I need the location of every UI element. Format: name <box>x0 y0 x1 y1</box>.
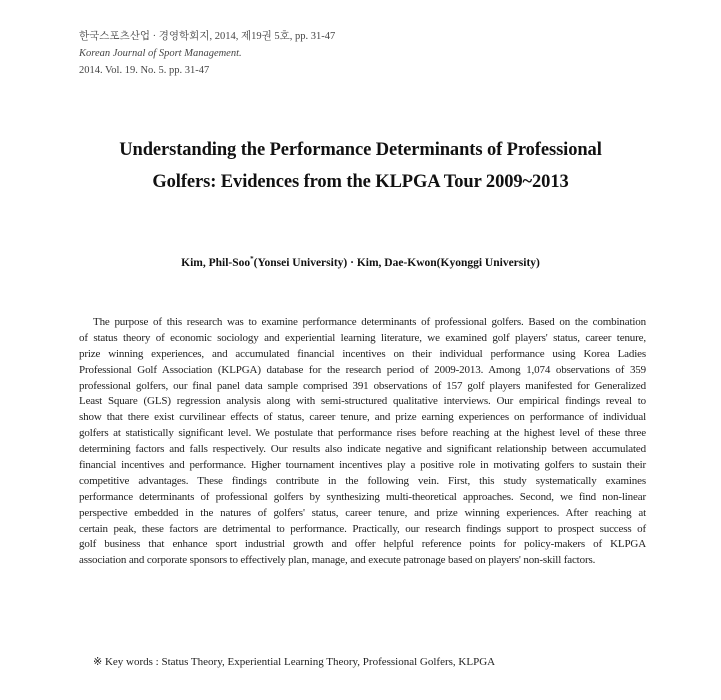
author-line <box>40 257 681 269</box>
abstract-line: The purpose of this research was to examine performance determinants of professional golfers. Based on the combination <box>93 316 646 328</box>
author-1-name: Kim, Phil-Soo <box>181 257 251 269</box>
abstract-line: association and corporate sponsors to effectively plan, manage, and execute patronage based on players' non-skill factors. <box>79 554 596 567</box>
volume-line: 2014. Vol. 19. No. 5. pp. 31-47 <box>79 65 210 76</box>
abstract-line: of status theory of economic sociology and experiential learning literature, we examined golf players' status, career tenure, <box>79 331 646 344</box>
abstract-line: show that there exist curvilinear effects of status, career tenure, and prize earning experiences on performance of individual <box>79 411 646 424</box>
abstract-line: determining factors and falls respectively. Our results also indicate negative and significant relationship between accumulated <box>79 443 646 456</box>
paper-title <box>40 134 681 198</box>
title-line-1: Understanding the Performance Determinants of Professional <box>119 140 602 160</box>
title-line-2: Golfers: Evidences from the KLPGA Tour 2009~2013 <box>152 172 569 192</box>
abstract-line: professional golfers, our final panel data sample comprised 391 observations of 157 golf players manifested for Generalized <box>79 379 646 392</box>
journal-name: Korean Journal of Sport Management. <box>79 48 242 59</box>
abstract-line: Professional Golf Association (KLPGA) database for the research period of 2009-2013. Among 1,074 observations of 359 <box>79 363 646 376</box>
author-separator: · <box>347 257 357 269</box>
abstract-line: perspective embedded in the natures of golfers' status, career tenure, and prize winning experiences. After reaching at <box>79 506 646 519</box>
abstract-line: golfers at statistically significant level. We postulate that performance rises before reaching at the highest level of these three <box>79 427 646 440</box>
abstract <box>79 315 646 569</box>
author-1-affiliation: (Yonsei University) <box>253 257 348 269</box>
abstract-line: certain peak, these factors are detrimental to performance. Practically, our research findings support to prospect success of <box>79 522 646 535</box>
abstract-line: competitive advantages. These findings contribute in the following vein. First, this study systematically examines <box>79 474 646 487</box>
abstract-line: performance determinants of professional golfers by synthesizing multi-theoretical approaches. Second, we find non-linear <box>79 490 646 503</box>
keywords: ※ Key words : Status Theory, Experiential Learning Theory, Professional Golfers, KLPGA <box>93 656 496 668</box>
journal-header <box>79 28 335 79</box>
corresponding-author-mark: * <box>250 255 254 264</box>
abstract-line: prize winning experiences, and accumulated financial incentives on their individual performance using Korea Ladies <box>79 347 646 360</box>
author-2: Kim, Dae-Kwon(Kyonggi University) <box>356 257 540 269</box>
abstract-line: Least Square (GLS) regression analysis along with semi-structured qualitative interviews. Our empirical findings reveal to <box>79 395 646 408</box>
abstract-line: financial incentives and performance. Higher tournament incentives play a positive role in motivating golfers to sustain their <box>79 459 646 472</box>
abstract-line: golf business that enhance sport industrial growth and offer helpful reference points for policy-makers of KLPGA <box>79 538 646 551</box>
korean-citation-line: 한국스포츠산업 · 경영학회지, 2014, 제19권 5호, pp. 31-47 <box>79 31 336 42</box>
